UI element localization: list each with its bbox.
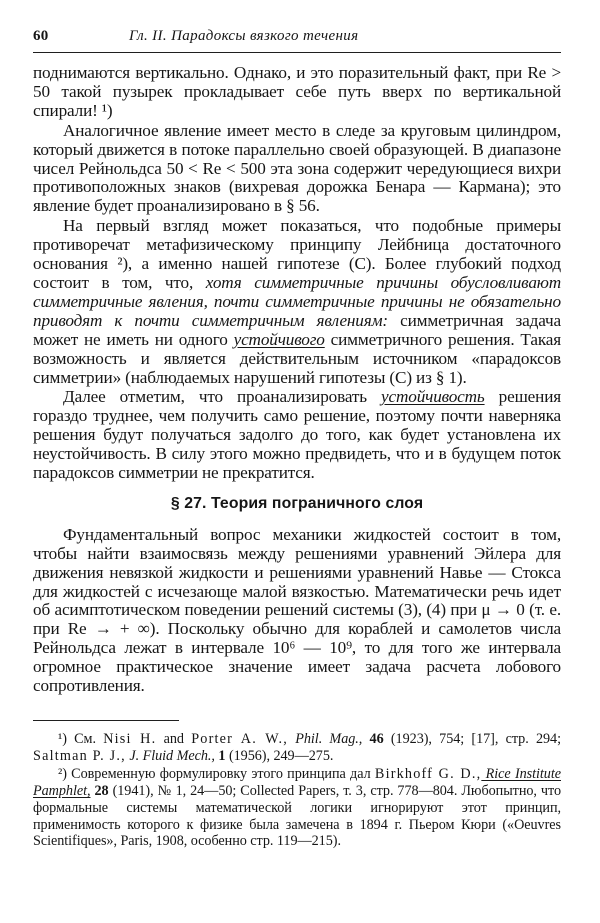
footnote-1-author-3: Saltman P. J., xyxy=(33,747,126,764)
footnote-1 xyxy=(33,731,561,765)
footnote-1-journal-2: J. Fluid Mech., xyxy=(125,747,215,764)
footnotes xyxy=(33,731,561,850)
page-header xyxy=(33,28,561,53)
running-head: Гл. II. Парадоксы вязкого течения xyxy=(129,28,359,44)
footnote-1-and: and xyxy=(156,731,192,747)
footnote-2 xyxy=(33,766,561,851)
footnote-2-prefix: ²) Современную формулировку этого принципа дал xyxy=(58,765,375,782)
section-title: § 27. Теория пограничного слоя xyxy=(170,494,424,512)
paragraph-4-emphasis: устойчивость xyxy=(381,387,485,407)
document-page xyxy=(33,28,561,851)
main-text xyxy=(33,64,561,696)
page-number: 60 xyxy=(33,28,49,44)
paragraph-3-emphasis-1: хотя симметричные причины обусловливают симметричные явления, почти симметричные причины не обязательно приводят к почти симметричным явлениям: xyxy=(33,272,561,330)
footnote-1-author-2: Porter A. W., xyxy=(191,731,288,747)
footnote-1-volume-1: 46 xyxy=(362,731,384,747)
footnote-2-journal: Rice Institute Pamphlet, xyxy=(33,765,561,799)
footnote-1-rest-1: (1923), 754; [17], стр. 294; xyxy=(383,731,561,747)
footnote-2-volume: 28 xyxy=(90,782,109,799)
paragraph-3-part-1: На первый взгляд может показаться, что подобные примеры противоречат метафизическому принципу Лейбница достаточного основания ²), а именно нашей гипотезе (С). Более глубокий подход состоит в том, что, xyxy=(33,216,561,292)
paragraph-4-part-1: Далее отметим, что проанализировать xyxy=(63,387,382,407)
paragraph-3 xyxy=(33,217,561,387)
footnote-divider xyxy=(33,720,179,721)
footnote-1-journal-1: Phil. Mag., xyxy=(288,731,363,747)
footnote-1-rest-2: (1956), 249—275. xyxy=(225,747,334,764)
footnote-2-rest: (1941), № 1, 24—50; Collected Papers, т. 3, стр. 778—804. Любопытно, что формальные системы математической логики игнорируют этот принцип, применимость которого к физике была замечена в 1894 г. Пьером Кюри («Oeuvres Scientifiques», Paris, 1908, особенно стр. 119—215). xyxy=(33,782,561,850)
footnote-2-author: Birkhoff G. D., xyxy=(374,765,482,782)
footnote-1-prefix: ¹) См. xyxy=(58,731,104,747)
footnote-1-volume-2: 1 xyxy=(214,747,226,764)
paragraph-1: поднимаются вертикально. Однако, и это поразительный факт, при Re > 50 такой пузырек прокладывает себе путь вверх по вертикальной спирали! ¹) xyxy=(33,63,561,120)
footnote-1-author-1: Nisi H. xyxy=(103,731,157,747)
paragraph-4 xyxy=(33,388,561,483)
paragraph-2: Аналогичное явление имеет место в следе за круговым цилиндром, который движется в потоке параллельно своей образующей. В диапазоне чисел Рейнольдса 50 < Re < 500 эта зона содержит чередующиеся вихри противоположных знаков (вихревая дорожка Бенара — Кармана); это явление будет проанализировано в § 56. xyxy=(33,120,561,216)
paragraph-4-part-2: решения гораздо труднее, чем получить само решение, поэтому почти наверняка решения будут получаться задолго до того, как будет установлена их неустойчивость. В силу этого можно предвидеть, что и в будущем поток парадоксов симметрии не прекратится. xyxy=(33,387,561,483)
paragraph-5: Фундаментальный вопрос механики жидкостей состоит в том, чтобы найти взаимосвязь между решениями уравнений Эйлера для движения невязкой жидкости и решениями уравнений Навье — Стокса для жидкостей с исчезающе малой вязкостью. Математически речь идет об асимптотическом поведении решений системы (3), (4) при μ → 0 (т. е. при Re → + ∞). Поскольку обычно для кораблей и самолетов числа Рейнольдса лежат в интервале 10⁶ — 10⁹, то для того же интервала огромное практическое значение имеет задача расчета лобового сопротивления. xyxy=(33,524,561,696)
paragraph-3-part-2: симметричная задача может не иметь ни одного xyxy=(33,310,561,349)
paragraph-3-part-3: симметричного решения. Такая возможность и является действительным источником «парадоксов симметрии» (наблюдаемых нарушений гипотезы (С) из § 1). xyxy=(33,329,561,387)
paragraph-3-emphasis-2: устойчивого xyxy=(233,329,325,349)
